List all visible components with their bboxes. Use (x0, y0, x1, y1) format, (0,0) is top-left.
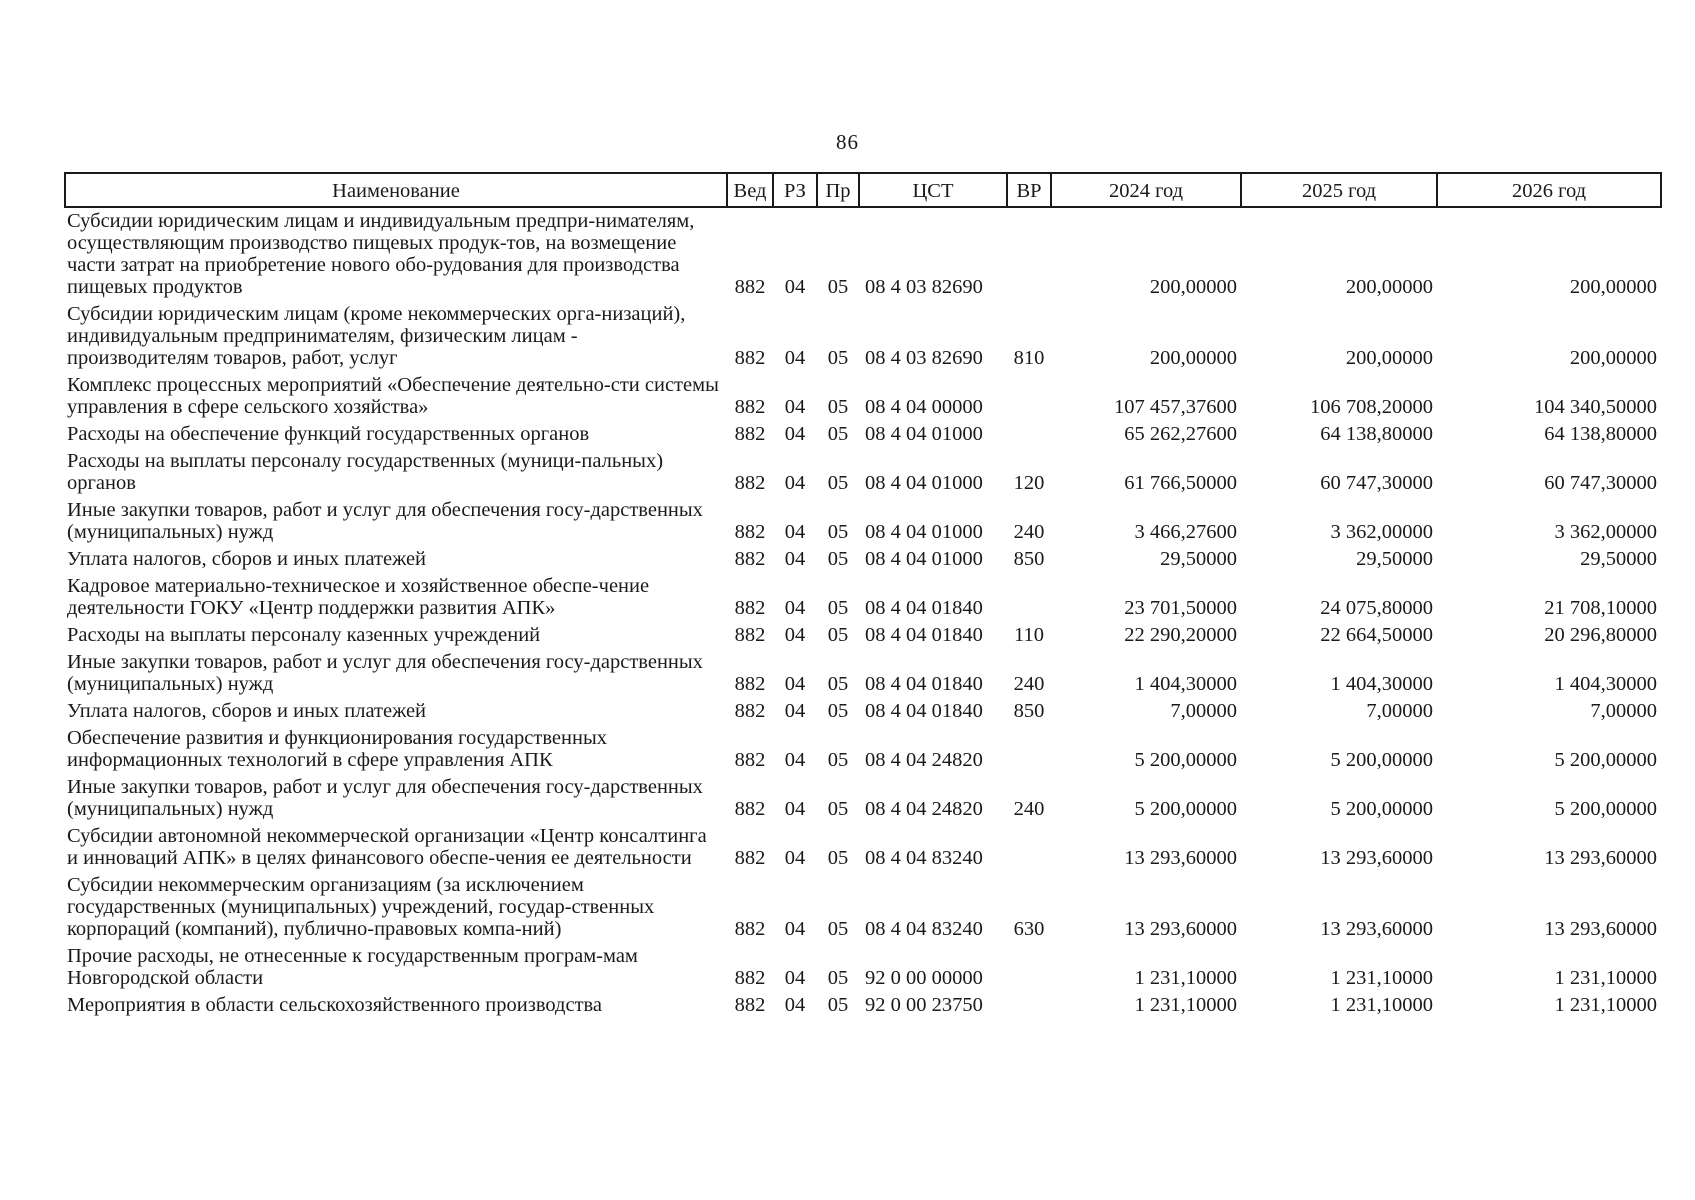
cell-pr: 05 (827, 749, 849, 771)
cell-ved: 882 (734, 423, 766, 445)
cell-2025: 5 200,00000 (1330, 749, 1433, 771)
cell-2024: 7,00000 (1170, 700, 1237, 722)
cell-name: Расходы на выплаты персоналу государственных (муници-пальных) органов (67, 450, 664, 494)
cell-vr: 240 (1013, 798, 1045, 820)
cell-vr: 240 (1013, 521, 1045, 543)
cell-rz: 04 (784, 521, 806, 543)
cell-2026: 29,50000 (1580, 548, 1657, 570)
cell-vr: 120 (1013, 472, 1045, 494)
cell-vr (1007, 372, 1051, 421)
cell-vr (1007, 725, 1051, 774)
cell-ved: 882 (734, 798, 766, 820)
cell-rz: 04 (784, 624, 806, 646)
table-row (65, 823, 1661, 872)
cell-vr (1007, 943, 1051, 992)
cell-2024: 13 293,60000 (1124, 847, 1237, 869)
cell-cst: 08 4 04 24820 (865, 798, 983, 820)
header-vr: ВР (1007, 173, 1051, 207)
cell-pr: 05 (827, 472, 849, 494)
cell-vr: 850 (1013, 700, 1045, 722)
cell-name: Комплекс процессных мероприятий «Обеспечение деятельно-сти системы управления в сфере сельского хозяйства» (67, 374, 719, 418)
cell-2024: 13 293,60000 (1124, 918, 1237, 940)
header-name: Наименование (65, 173, 727, 207)
cell-name: Мероприятия в области сельскохозяйственного производства (67, 994, 603, 1016)
cell-vr: 110 (1014, 624, 1044, 646)
cell-rz: 04 (784, 597, 806, 619)
cell-2026: 64 138,80000 (1544, 423, 1657, 445)
header-2025: 2025 год (1241, 173, 1437, 207)
cell-vr: 630 (1013, 918, 1045, 940)
cell-cst: 08 4 03 82690 (865, 347, 983, 369)
header-row (65, 173, 1661, 207)
cell-vr (1007, 823, 1051, 872)
cell-2025: 1 231,10000 (1330, 994, 1433, 1016)
cell-2026: 60 747,30000 (1544, 472, 1657, 494)
cell-ved: 882 (734, 347, 766, 369)
cell-rz: 04 (784, 423, 806, 445)
cell-ved: 882 (734, 918, 766, 940)
cell-vr: 240 (1013, 673, 1045, 695)
cell-name: Иные закупки товаров, работ и услуг для обеспечения госу-дарственных (муниципальных) нужд (67, 651, 703, 695)
cell-2024: 3 466,27600 (1134, 521, 1237, 543)
cell-rz: 04 (784, 347, 806, 369)
cell-2025: 5 200,00000 (1330, 798, 1433, 820)
cell-2026: 7,00000 (1590, 700, 1657, 722)
cell-name: Прочие расходы, не отнесенные к государственным програм-мам Новгородской области (67, 945, 638, 989)
cell-rz: 04 (784, 918, 806, 940)
cell-rz: 04 (784, 749, 806, 771)
cell-2026: 1 231,10000 (1554, 967, 1657, 989)
cell-2024: 5 200,00000 (1134, 749, 1237, 771)
cell-2025: 200,00000 (1345, 347, 1433, 369)
cell-ved: 882 (734, 700, 766, 722)
cell-vr: 850 (1013, 548, 1045, 570)
cell-name: Обеспечение развития и функционирования государственных информационных технологий в сфере управления АПК (67, 727, 607, 771)
cell-name: Субсидии автономной некоммерческой организации «Центр консалтинга и инноваций АПК» в целях финансового обеспе-чения ее деятельности (67, 825, 707, 869)
cell-name: Субсидии юридическим лицам и индивидуальным предпри-нимателям, осуществляющим производство пищевых продук-тов, на возмещение части затрат на приобретение нового обо-рудования для производства пищевых продуктов (67, 210, 695, 298)
cell-2026: 13 293,60000 (1544, 918, 1657, 940)
cell-ved: 882 (734, 673, 766, 695)
cell-2025: 29,50000 (1356, 548, 1433, 570)
cell-ved: 882 (734, 967, 766, 989)
cell-pr: 05 (827, 798, 849, 820)
cell-2025: 64 138,80000 (1320, 423, 1433, 445)
cell-pr: 05 (827, 396, 849, 418)
cell-cst: 08 4 04 24820 (865, 749, 983, 771)
cell-cst: 08 4 04 01840 (865, 597, 983, 619)
header-2026: 2026 год (1437, 173, 1661, 207)
cell-pr: 05 (827, 918, 849, 940)
cell-name: Иные закупки товаров, работ и услуг для обеспечения госу-дарственных (муниципальных) нужд (67, 499, 703, 543)
table-row (65, 725, 1661, 774)
table-row (65, 546, 1661, 573)
table-row (65, 943, 1661, 992)
cell-2024: 22 290,20000 (1124, 624, 1237, 646)
cell-2025: 106 708,20000 (1310, 396, 1433, 418)
cell-2025: 13 293,60000 (1320, 847, 1433, 869)
cell-name: Уплата налогов, сборов и иных платежей (67, 700, 427, 722)
cell-2025: 200,00000 (1345, 276, 1433, 298)
cell-rz: 04 (784, 472, 806, 494)
cell-2026: 3 362,00000 (1554, 521, 1657, 543)
cell-pr: 05 (827, 521, 849, 543)
cell-2026: 104 340,50000 (1534, 396, 1657, 418)
table-row (65, 872, 1661, 943)
cell-rz: 04 (784, 700, 806, 722)
cell-cst: 08 4 04 83240 (865, 918, 983, 940)
cell-name: Субсидии юридическим лицам (кроме некоммерческих орга-низаций), индивидуальным предпринимателям, физическим лицам - производителям товаров, работ, услуг (67, 303, 686, 369)
cell-vr (1007, 207, 1051, 301)
cell-2026: 200,00000 (1569, 347, 1657, 369)
cell-ved: 882 (734, 276, 766, 298)
cell-pr: 05 (827, 624, 849, 646)
budget-table (64, 172, 1662, 1019)
cell-cst: 08 4 04 00000 (865, 396, 983, 418)
page-number: 86 (836, 130, 859, 154)
table-row (65, 622, 1661, 649)
cell-name: Уплата налогов, сборов и иных платежей (67, 548, 427, 570)
cell-2025: 60 747,30000 (1320, 472, 1433, 494)
table-row (65, 649, 1661, 698)
table-row (65, 207, 1661, 301)
cell-2025: 1 231,10000 (1330, 967, 1433, 989)
table-row (65, 497, 1661, 546)
cell-name: Иные закупки товаров, работ и услуг для обеспечения госу-дарственных (муниципальных) нужд (67, 776, 703, 820)
cell-ved: 882 (734, 624, 766, 646)
cell-pr: 05 (827, 548, 849, 570)
cell-rz: 04 (784, 673, 806, 695)
header-2024: 2024 год (1051, 173, 1241, 207)
cell-2024: 61 766,50000 (1124, 472, 1237, 494)
cell-2025: 22 664,50000 (1320, 624, 1433, 646)
cell-2026: 20 296,80000 (1544, 624, 1657, 646)
cell-name: Кадровое материально-техническое и хозяйственное обеспе-чение деятельности ГОКУ «Центр поддержки развития АПК» (67, 575, 650, 619)
cell-cst: 08 4 04 01840 (865, 673, 983, 695)
cell-cst: 08 4 04 01000 (865, 521, 983, 543)
cell-pr: 05 (827, 994, 849, 1016)
cell-pr: 05 (827, 967, 849, 989)
cell-cst: 92 0 00 00000 (865, 967, 983, 989)
cell-pr: 05 (827, 597, 849, 619)
cell-rz: 04 (784, 967, 806, 989)
cell-2025: 24 075,80000 (1320, 597, 1433, 619)
cell-ved: 882 (734, 847, 766, 869)
cell-cst: 08 4 04 01840 (865, 700, 983, 722)
cell-rz: 04 (784, 276, 806, 298)
cell-2026: 13 293,60000 (1544, 847, 1657, 869)
cell-2025: 3 362,00000 (1330, 521, 1433, 543)
cell-2024: 1 231,10000 (1134, 994, 1237, 1016)
table-row (65, 698, 1661, 725)
cell-ved: 882 (734, 521, 766, 543)
header-pr: Пр (817, 173, 859, 207)
cell-rz: 04 (784, 994, 806, 1016)
cell-2024: 200,00000 (1149, 347, 1237, 369)
cell-pr: 05 (827, 847, 849, 869)
header-ved: Вед (727, 173, 773, 207)
cell-vr: 810 (1013, 347, 1045, 369)
cell-2024: 1 231,10000 (1134, 967, 1237, 989)
cell-2024: 200,00000 (1149, 276, 1237, 298)
cell-cst: 08 4 04 01000 (865, 548, 983, 570)
table-row (65, 372, 1661, 421)
cell-name: Расходы на выплаты персоналу казенных учреждений (67, 624, 541, 646)
table-row (65, 992, 1661, 1019)
cell-pr: 05 (827, 276, 849, 298)
cell-vr (1007, 992, 1051, 1019)
cell-2025: 7,00000 (1366, 700, 1433, 722)
cell-pr: 05 (827, 423, 849, 445)
cell-cst: 08 4 04 83240 (865, 847, 983, 869)
cell-2026: 21 708,10000 (1544, 597, 1657, 619)
cell-2024: 23 701,50000 (1124, 597, 1237, 619)
table-row (65, 774, 1661, 823)
cell-2025: 13 293,60000 (1320, 918, 1433, 940)
header-rz: РЗ (773, 173, 817, 207)
cell-2026: 5 200,00000 (1554, 798, 1657, 820)
cell-ved: 882 (734, 396, 766, 418)
cell-vr (1007, 421, 1051, 448)
header-cst: ЦСТ (859, 173, 1007, 207)
cell-2024: 5 200,00000 (1134, 798, 1237, 820)
cell-ved: 882 (734, 548, 766, 570)
table-body (65, 207, 1661, 1019)
cell-2026: 1 404,30000 (1554, 673, 1657, 695)
cell-ved: 882 (734, 994, 766, 1016)
cell-2024: 107 457,37600 (1114, 396, 1237, 418)
cell-2024: 1 404,30000 (1134, 673, 1237, 695)
cell-name: Расходы на обеспечение функций государственных органов (67, 423, 590, 445)
cell-cst: 08 4 04 01000 (865, 423, 983, 445)
cell-2025: 1 404,30000 (1330, 673, 1433, 695)
cell-vr (1007, 573, 1051, 622)
cell-cst: 08 4 04 01000 (865, 472, 983, 494)
cell-rz: 04 (784, 548, 806, 570)
cell-ved: 882 (734, 749, 766, 771)
cell-2026: 200,00000 (1569, 276, 1657, 298)
cell-2024: 29,50000 (1160, 548, 1237, 570)
cell-pr: 05 (827, 673, 849, 695)
cell-2024: 65 262,27600 (1124, 423, 1237, 445)
cell-rz: 04 (784, 798, 806, 820)
table-row (65, 421, 1661, 448)
cell-pr: 05 (827, 700, 849, 722)
cell-cst: 08 4 03 82690 (865, 276, 983, 298)
cell-2026: 5 200,00000 (1554, 749, 1657, 771)
table-row (65, 573, 1661, 622)
table-row (65, 301, 1661, 372)
cell-ved: 882 (734, 597, 766, 619)
cell-rz: 04 (784, 396, 806, 418)
cell-rz: 04 (784, 847, 806, 869)
cell-pr: 05 (827, 347, 849, 369)
cell-name: Субсидии некоммерческим организациям (за исключением государственных (муниципальных) учреждений, государ-ственных корпораций (компаний), публично-правовых компа-ний) (67, 874, 655, 940)
table-row (65, 448, 1661, 497)
cell-2026: 1 231,10000 (1554, 994, 1657, 1016)
cell-ved: 882 (734, 472, 766, 494)
cell-cst: 92 0 00 23750 (865, 994, 983, 1016)
cell-cst: 08 4 04 01840 (865, 624, 983, 646)
